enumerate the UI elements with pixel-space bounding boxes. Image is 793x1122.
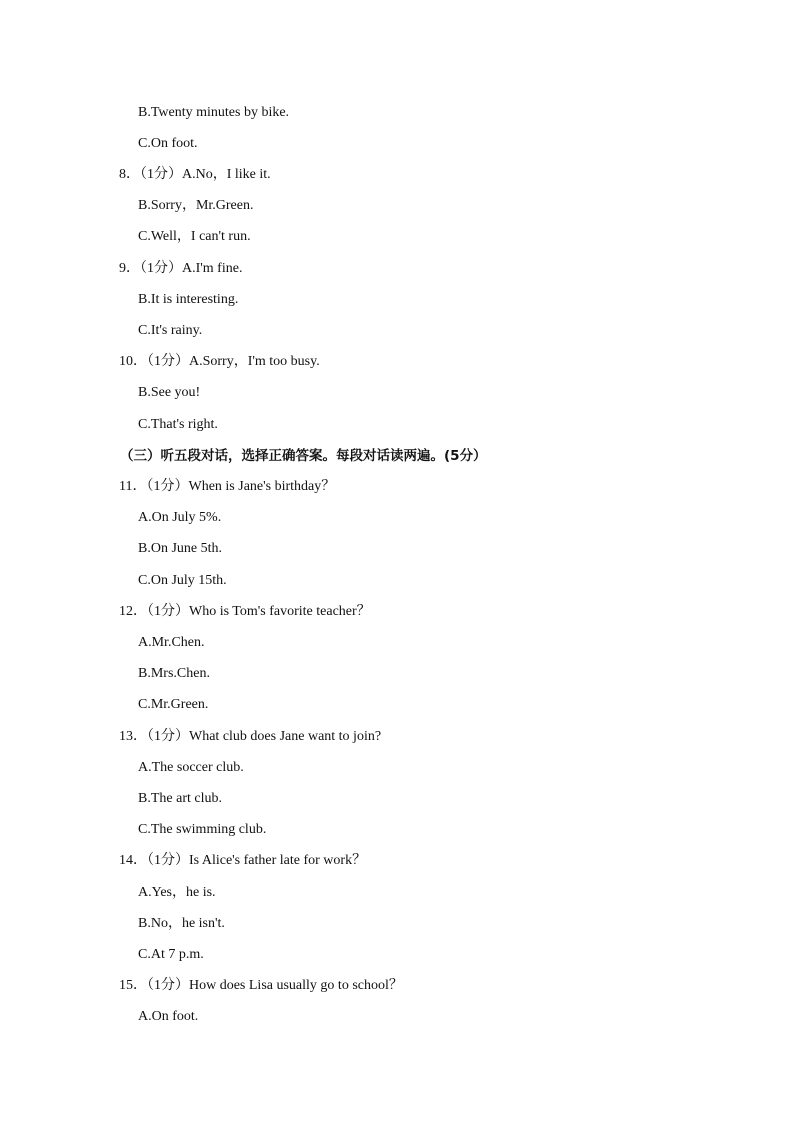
answer-option: A.On foot. [138,1009,199,1024]
answer-option: C.On July 15th. [138,573,227,588]
question-line: 11．（1分）When is Jane's birthday？ [119,479,336,494]
answer-option: C.On foot. [138,136,198,151]
answer-option: C.That's right. [138,417,218,432]
question-line: 14．（1分）Is Alice's father late for work？ [119,853,367,868]
answer-option: A.On July 5%. [138,510,222,525]
answer-option: B.See you! [138,385,201,400]
answer-option: B.Sorry，Mr.Green. [138,198,254,213]
section-heading: （三）听五段对话，选择正确答案。每段对话读两遍。(5分） [120,448,487,464]
answer-option: A.Mr.Chen. [138,635,205,650]
answer-option: A.The soccer club. [138,760,244,775]
question-line: 9．（1分）A.I'm fine. [119,261,243,276]
answer-option: B.Mrs.Chen. [138,666,210,681]
answer-option: B.Twenty minutes by bike. [138,105,290,120]
question-line: 12．（1分）Who is Tom's favorite teacher？ [119,604,371,619]
question-line: 15．（1分）How does Lisa usually go to school？ [119,978,403,993]
answer-option: B.On June 5th. [138,541,222,556]
answer-option: C.Mr.Green. [138,697,209,712]
answer-option: B.No，he isn't. [138,916,225,931]
answer-option: A.Yes，he is. [138,885,216,900]
answer-option: C.At 7 p.m. [138,947,204,962]
answer-option: B.It is interesting. [138,292,239,307]
question-line: 13．（1分）What club does Jane want to join? [119,729,382,744]
question-line: 10．（1分）A.Sorry，I'm too busy. [119,354,320,369]
question-line: 8．（1分）A.No，I like it. [119,167,271,182]
answer-option: C.Well，I can't run. [138,229,251,244]
answer-option: C.It's rainy. [138,323,203,338]
answer-option: C.The swimming club. [138,822,267,837]
answer-option: B.The art club. [138,791,222,806]
